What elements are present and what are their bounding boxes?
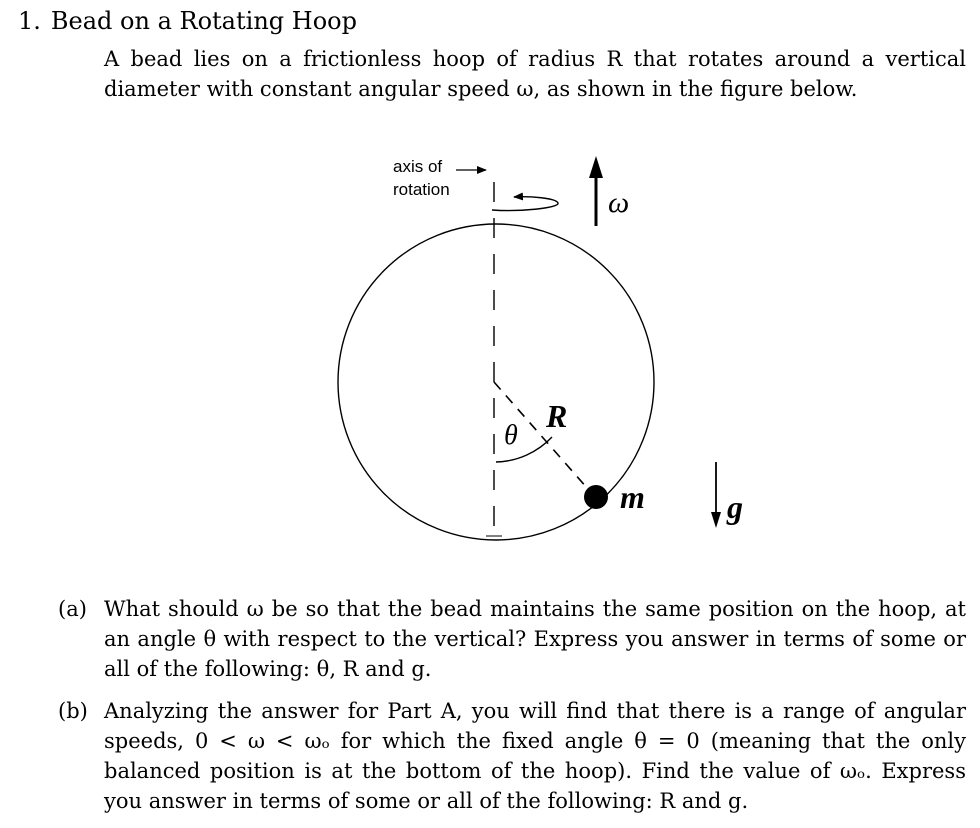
radius-label: R — [546, 398, 568, 434]
axis-label-line1: axis of — [393, 157, 443, 176]
theta-label: θ — [504, 420, 518, 451]
question-parts — [58, 594, 966, 828]
omega-label: ω — [608, 186, 630, 219]
omega-arrowhead-icon — [589, 156, 603, 178]
part-b — [58, 696, 966, 816]
mass-label: m — [620, 479, 645, 515]
part-b-label: (b) — [58, 699, 88, 723]
problem-number: 1. — [18, 7, 41, 35]
part-a-text: What should ω be so that the bead maintains the same position on the hoop, at an angle θ with respect to the vertical? Express you answer in terms of some or all of the following: θ, R and g. — [104, 597, 966, 681]
part-b-text: Analyzing the answer for Part A, you will find that there is a range of angular speeds, 0 < ω < ωₒ for which the fixed angle θ = 0 (meaning that the only balanced position is at the bottom of the hoop). Find the value of ωₒ. Express you answer in terms of some or all of the following: R and g. — [104, 699, 966, 813]
part-a — [58, 594, 966, 684]
gravity-label: g — [727, 489, 743, 525]
axis-label-line2: rotation — [393, 180, 450, 199]
part-a-label: (a) — [58, 597, 87, 621]
rotation-curl-arrow — [492, 197, 558, 211]
bead — [584, 485, 608, 509]
problem-title: Bead on a Rotating Hoop — [50, 7, 357, 35]
gravity-arrowhead-icon — [711, 512, 721, 528]
problem-intro: A bead lies on a frictionless hoop of radius R that rotates around a vertical diameter with constant angular speed ω, as shown in the figure below. — [104, 47, 966, 101]
